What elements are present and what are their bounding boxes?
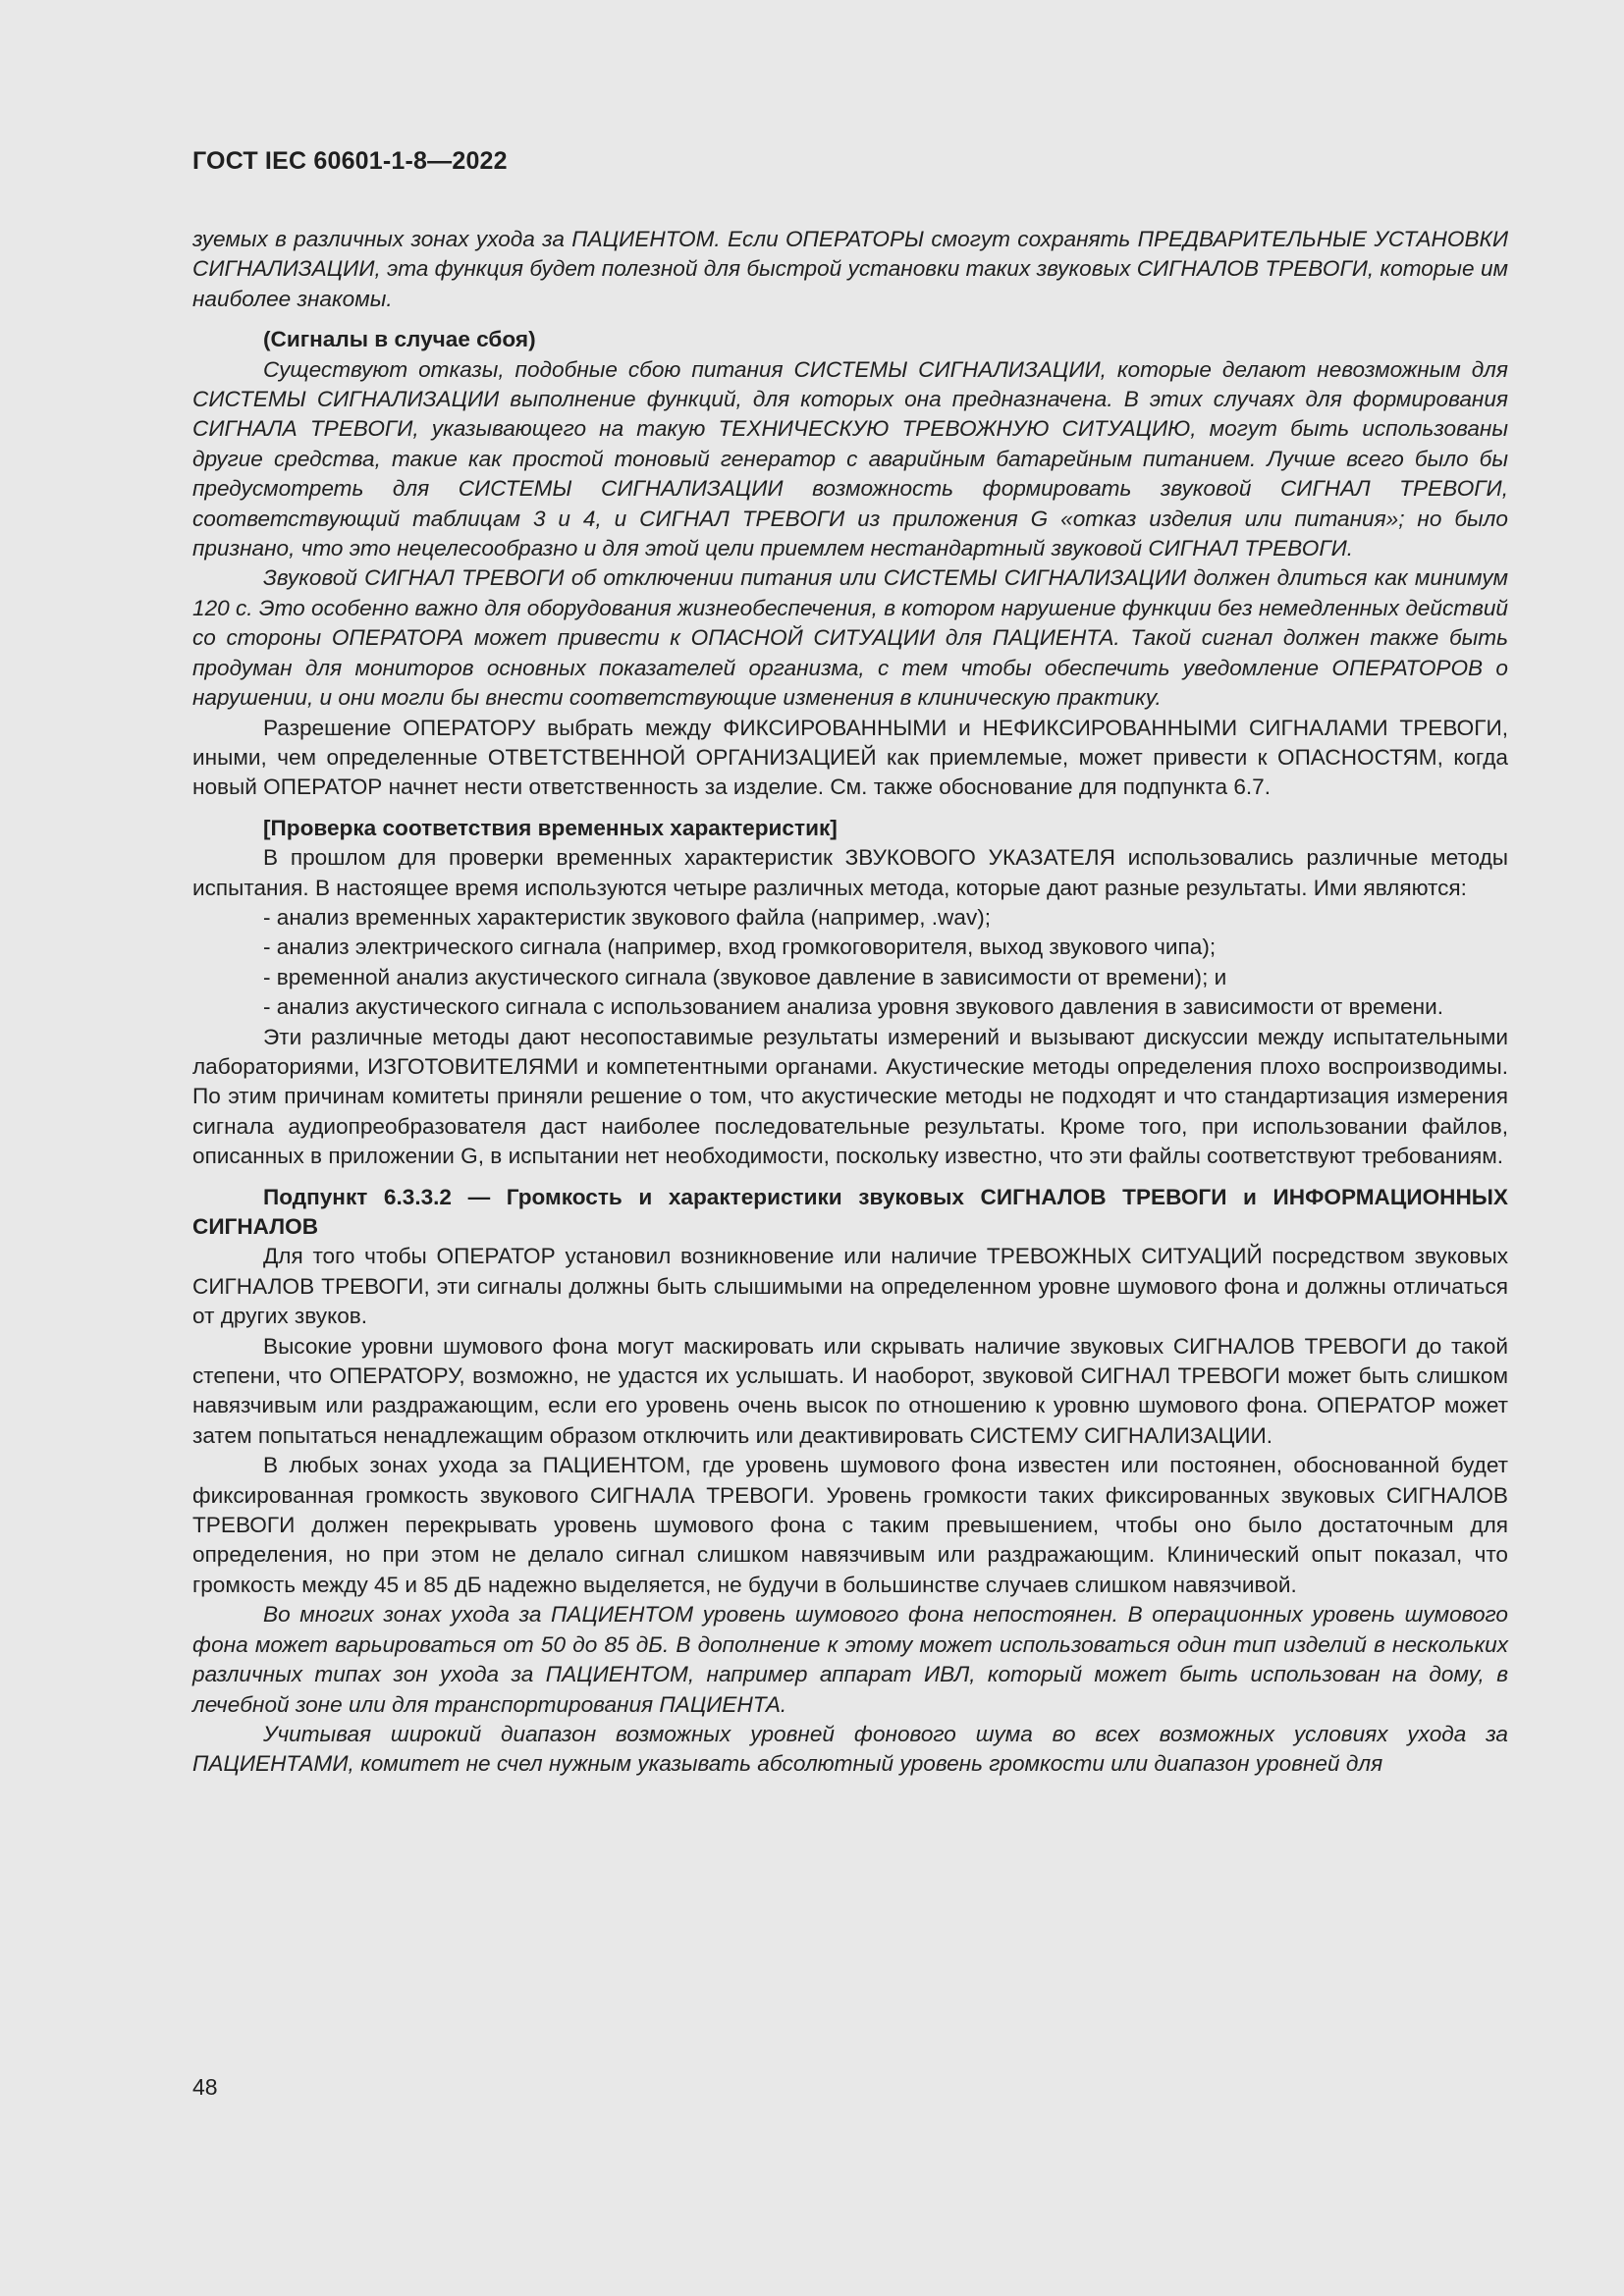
paragraph-timing-2: Эти различные методы дают несопоставимые результаты измерений и вызывают дискуссии между испытательными лабораториями, ИЗГОТОВИТЕЛЯМИ и компетентными органами. Акустические методы определения плохо воспроизводимы. По этим причинам комитеты приняли решение о том, что акустические методы не подходят и что стандартизация измерения сигнала аудиопреобразователя даст наиболее последовательные результаты. Кроме того, при использовании файлов, описанных в приложении G, в испытании нет необходимости, поскольку известно, что эти файлы соответствуют требованиям.	[192, 1024, 1508, 1169]
list-item: - временной анализ акустического сигнала (звуковое давление в зависимости от времени); и	[263, 964, 1227, 989]
heading-timing-verification: [Проверка соответствия временных характеристик]	[263, 815, 838, 840]
list-item: - анализ временных характеристик звукового файла (например, .wav);	[263, 904, 992, 930]
paragraph-volume-5: Учитывая широкий диапазон возможных уровней фонового шума во всех возможных условиях ухода за ПАЦИЕНТАМИ, комитет не счел нужным указывать абсолютный уровень громкости или диапазон уровней для	[192, 1721, 1508, 1777]
heading-subclause-6-3-3-2: Подпункт 6.3.3.2 — Громкость и характеристики звуковых СИГНАЛОВ ТРЕВОГИ и ИНФОРМАЦИОННЫХ СИГНАЛОВ	[192, 1184, 1508, 1239]
list-item: - анализ электрического сигнала (например, вход громкоговорителя, выход звукового чипа);	[263, 934, 1217, 960]
paragraph-failure-2: Звуковой СИГНАЛ ТРЕВОГИ об отключении питания или СИСТЕМЫ СИГНАЛИЗАЦИИ должен длиться как минимум 120 с. Это особенно важно для оборудования жизнеобеспечения, в котором нарушение функции без немедленных действий со стороны ОПЕРАТОРА может привести к ОПАСНОЙ СИТУАЦИИ для ПАЦИЕНТА. Такой сигнал должен также быть продуман для мониторов основных показателей организма, с тем чтобы обеспечить уведомление ОПЕРАТОРОВ о нарушении, и они могли бы внести соответствующие изменения в клиническую практику.	[192, 565, 1508, 711]
page-number: 48	[192, 2074, 218, 2100]
heading-failure-signals: (Сигналы в случае сбоя)	[263, 327, 536, 352]
paragraph-volume-4: Во многих зонах ухода за ПАЦИЕНТОМ уровень шумового фона непостоянен. В операционных уровень шумового фона может варьироваться от 50 до 85 дБ. В дополнение к этому может использоваться один тип изделий в нескольких различных типах зон ухода за ПАЦИЕНТОМ, например аппарат ИВЛ, который может быть использован на дому, в лечебной зоне или для транспортирования ПАЦИЕНТА.	[192, 1602, 1508, 1717]
paragraph-timing-1: В прошлом для проверки временных характеристик ЗВУКОВОГО УКАЗАТЕЛЯ использовались различные методы испытания. В настоящее время используются четыре различных метода, которые дают разные результаты. Ими являются:	[192, 845, 1508, 900]
paragraph-failure-3: Разрешение ОПЕРАТОРУ выбрать между ФИКСИРОВАННЫМИ и НЕФИКСИРОВАННЫМИ СИГНАЛАМИ ТРЕВОГИ, иными, чем определенные ОТВЕТСТВЕННОЙ ОРГАНИЗАЦИЕЙ как приемлемые, может привести к ОПАСНОСТЯМ, когда новый ОПЕРАТОР начнет нести ответственность за изделие. См. также обоснование для подпункта 6.7.	[192, 715, 1508, 800]
paragraph-volume-2: Высокие уровни шумового фона могут маскировать или скрывать наличие звуковых СИГНАЛОВ ТРЕВОГИ до такой степени, что ОПЕРАТОРУ, возможно, не удастся их услышать. И наоборот, звуковой СИГНАЛ ТРЕВОГИ может быть слишком навязчивым или раздражающим, если его уровень очень высок по отношению к уровню шумового фона. ОПЕРАТОР может затем попытаться ненадлежащим образом отключить или деактивировать СИСТЕМУ СИГНАЛИЗАЦИИ.	[192, 1333, 1508, 1448]
page-header-title: ГОСТ IEC 60601-1-8—2022	[192, 147, 508, 175]
paragraph-volume-3: В любых зонах ухода за ПАЦИЕНТОМ, где уровень шумового фона известен или постоянен, обоснованной будет фиксированная громкость звукового СИГНАЛА ТРЕВОГИ. Уровень громкости таких фиксированных звуковых СИГНАЛОВ ТРЕВОГИ должен перекрывать уровень шумового фона с таким превышением, чтобы оно было достаточным для определения, но при этом не делало сигнал слишком навязчивым или раздражающим. Клинический опыт показал, что громкость между 45 и 85 дБ надежно выделяется, не будучи в большинстве случаев слишком навязчивой.	[192, 1453, 1508, 1597]
paragraph-volume-1: Для того чтобы ОПЕРАТОР установил возникновение или наличие ТРЕВОЖНЫХ СИТУАЦИЙ посредством звуковых СИГНАЛОВ ТРЕВОГИ, эти сигналы должны быть слышимыми на определенном уровне шумового фона и должны отличаться от других звуков.	[192, 1244, 1508, 1329]
paragraph-intro: зуемых в различных зонах ухода за ПАЦИЕНТОМ. Если ОПЕРАТОРЫ смогут сохранять ПРЕДВАРИТЕЛЬНЫЕ УСТАНОВКИ СИГНАЛИЗАЦИИ, эта функция будет полезной для быстрой установки таких звуковых СИГНАЛОВ ТРЕВОГИ, которые им наиболее знакомы.	[192, 227, 1508, 311]
paragraph-failure-1: Существуют отказы, подобные сбою питания СИСТЕМЫ СИГНАЛИЗАЦИИ, которые делают невозможным для СИСТЕМЫ СИГНАЛИЗАЦИИ выполнение функций, для которых она предназначена. В этих случаях для формирования СИГНАЛА ТРЕВОГИ, указывающего на такую ТЕХНИЧЕСКУЮ ТРЕВОЖНУЮ СИТУАЦИЮ, могут быть использованы другие средства, такие как простой тоновый генератор с аварийным батарейным питанием. Лучше всего было бы предусмотреть для СИСТЕМЫ СИГНАЛИЗАЦИИ возможность формировать звуковой СИГНАЛ ТРЕВОГИ, соответствующий таблицам 3 и 4, и СИГНАЛ ТРЕВОГИ из приложения G «отказ изделия или питания»; но было признано, что это нецелесообразно и для этой цели приемлем нестандартный звуковой СИГНАЛ ТРЕВОГИ.	[192, 356, 1508, 561]
list-item: - анализ акустического сигнала с использованием анализа уровня звукового давления в зависимости от времени.	[263, 994, 1444, 1020]
page-body	[192, 225, 1508, 1780]
